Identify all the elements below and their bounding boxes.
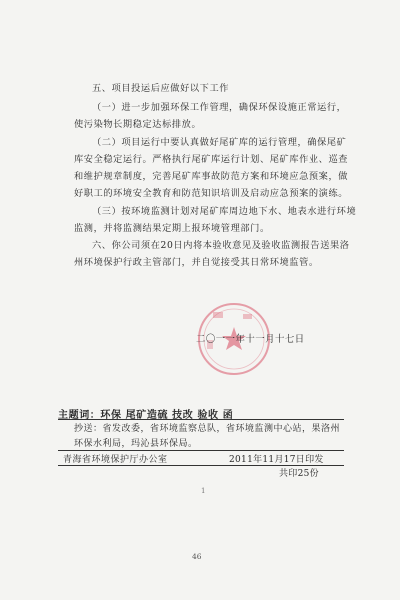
cc-line: 环保水利局，玛沁县环保局。: [74, 439, 198, 449]
section-6-line: 六、你公司须在20日内将本验收意见及验收监测报告送果洛: [92, 240, 350, 251]
document-date: 二〇一一年十一月十七日: [196, 334, 305, 345]
paragraph-line: （二）项目运行中要认真做好尾矿库的运行管理，确保尾矿: [92, 137, 347, 148]
paragraph-line: 库安全稳定运行。严格执行尾矿库运行计划、尾矿库作业、巡查: [74, 154, 349, 165]
divider: [58, 450, 344, 451]
paragraph-line: 使污染物长期稳定达标排放。: [74, 119, 202, 130]
subject-keywords: 主题词：环保 尾矿造硫 技改 验收 函: [58, 410, 234, 421]
page-number: 46: [192, 552, 202, 561]
paragraph-line: （三）按环境监测计划对尾矿库周边地下水、地表水进行环境: [92, 206, 357, 217]
divider: [58, 419, 344, 420]
cc-line: 抄送：省发改委，省环境监察总队，省环境监测中心站，果洛州: [74, 424, 341, 434]
issuing-office: 青海省环境保护厅办公室: [63, 455, 168, 465]
paragraph-line: 好职工的环境安全教育和防范知识培训及启动应急预案的演练。: [74, 188, 349, 199]
section-6-line: 州环境保护行政主管部门，并自觉接受其日常环境监管。: [74, 257, 319, 268]
copies-count: 共印25份: [279, 469, 319, 479]
print-date: 2011年11月17日印发: [229, 455, 324, 465]
paragraph-line: 和维护规章制度，完善尾矿库事故防范方案和环境应急预案，做: [74, 171, 349, 182]
paragraph-line: 监测，并将监测结果定期上报环境管理部门。: [74, 223, 270, 234]
section-5-heading: 五、项目投运后应做好以下工作: [92, 83, 230, 94]
paragraph-line: （一）进一步加强环保工作管理，确保环保设施正常运行，: [92, 102, 347, 113]
small-mark: 1: [201, 487, 206, 495]
